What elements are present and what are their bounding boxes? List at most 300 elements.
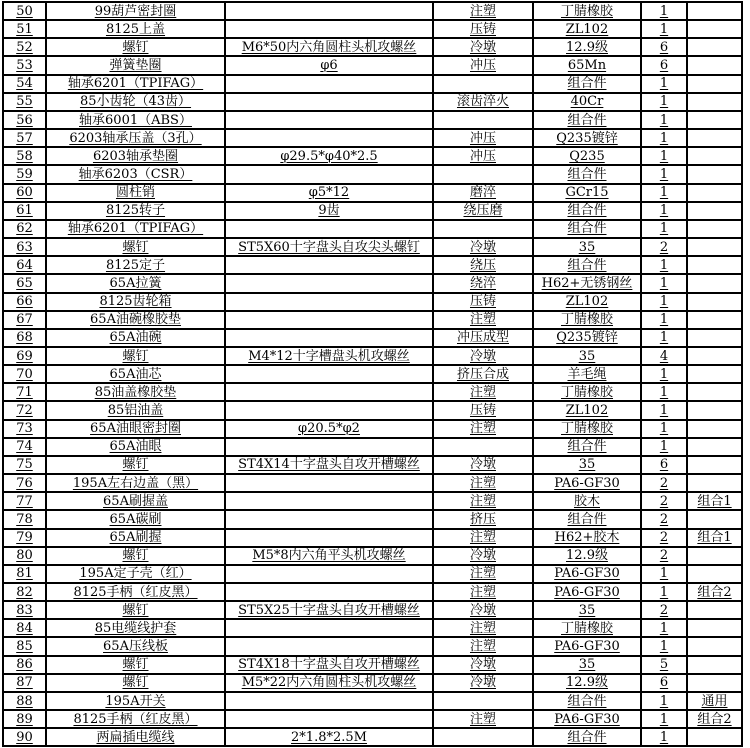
cell-text-name: 65A压线板 — [103, 639, 168, 655]
table-row — [4, 185, 743, 203]
cell-text-qty: 1 — [659, 76, 669, 92]
cell-text-process: 注塑 — [469, 566, 496, 582]
cell-material — [534, 39, 642, 57]
cell-material — [534, 439, 642, 457]
cell-note — [688, 203, 743, 221]
cell-text-material: 组合件 — [567, 76, 607, 92]
cell-text-no: 76 — [16, 475, 33, 491]
cell-no — [4, 530, 47, 548]
table-row — [4, 239, 743, 257]
cell-note — [688, 402, 743, 420]
cell-text-process: 注塑 — [469, 3, 496, 19]
cell-text-no: 78 — [16, 511, 33, 527]
table-row — [4, 530, 743, 548]
cell-no — [4, 221, 47, 239]
cell-text-qty: 5 — [659, 657, 669, 673]
cell-text-name: 螺钉 — [122, 548, 149, 564]
cell-name — [47, 711, 226, 729]
cell-text-process: 挤压 — [469, 511, 496, 527]
cell-qty — [642, 21, 688, 39]
cell-text-name: 螺钉 — [122, 675, 149, 691]
cell-text-name: 195A定子壳（红） — [79, 566, 192, 582]
table-row — [4, 221, 743, 239]
cell-text-name: 8125手柄（红皮黑） — [73, 711, 198, 727]
cell-text-material: 35 — [578, 657, 596, 673]
cell-text-name: 8125齿轮箱 — [99, 294, 172, 310]
cell-no — [4, 348, 47, 366]
cell-text-material: 35 — [578, 348, 596, 364]
cell-spec — [226, 657, 434, 675]
cell-process — [434, 584, 534, 602]
cell-spec — [226, 439, 434, 457]
cell-text-material: Q235镀锌 — [556, 330, 618, 346]
cell-spec — [226, 330, 434, 348]
cell-text-material: PA6-GF30 — [554, 639, 620, 655]
cell-text-name: 99葫芦密封圈 — [94, 3, 177, 19]
cell-text-name: 轴承6001（ABS） — [79, 112, 192, 128]
cell-name — [47, 548, 226, 566]
cell-text-no: 81 — [16, 566, 33, 582]
cell-name — [47, 294, 226, 312]
cell-text-process: 冷墩 — [469, 657, 496, 673]
table-row — [4, 275, 743, 293]
cell-text-name: 螺钉 — [122, 348, 149, 364]
cell-material — [534, 166, 642, 184]
cell-no — [4, 384, 47, 402]
cell-text-note: 组合1 — [697, 493, 732, 509]
cell-qty — [642, 729, 688, 747]
table-row — [4, 402, 743, 420]
cell-text-material: PA6-GF30 — [554, 584, 620, 600]
cell-material — [534, 384, 642, 402]
cell-text-no: 90 — [16, 729, 33, 745]
cell-text-material: ZL102 — [565, 403, 609, 419]
cell-text-no: 61 — [16, 203, 33, 219]
cell-text-material: 丁腈橡胶 — [560, 384, 613, 400]
cell-no — [4, 421, 47, 439]
cell-qty — [642, 384, 688, 402]
parts-table-body — [4, 3, 743, 747]
cell-material — [534, 148, 642, 166]
table-row — [4, 511, 743, 529]
cell-spec — [226, 421, 434, 439]
cell-name — [47, 566, 226, 584]
cell-text-process: 注塑 — [469, 312, 496, 328]
cell-text-material: 12.9级 — [566, 39, 608, 55]
cell-note — [688, 675, 743, 693]
cell-text-material: PA6-GF30 — [554, 475, 620, 491]
cell-text-qty: 1 — [659, 166, 669, 182]
cell-text-material: 组合件 — [567, 511, 607, 527]
cell-text-qty: 1 — [659, 21, 669, 37]
cell-text-name: 螺钉 — [122, 457, 149, 473]
cell-material — [534, 348, 642, 366]
cell-process — [434, 275, 534, 293]
cell-text-name: 85小齿轮（43齿） — [79, 94, 192, 110]
cell-no — [4, 511, 47, 529]
cell-text-qty: 1 — [659, 620, 669, 636]
cell-text-process: 注塑 — [469, 475, 496, 491]
cell-text-no: 77 — [16, 493, 33, 509]
cell-text-spec: ST5X60十字盘头自攻尖头螺钉 — [238, 239, 420, 255]
cell-qty — [642, 57, 688, 75]
cell-text-qty: 1 — [659, 185, 669, 201]
cell-qty — [642, 638, 688, 656]
cell-spec — [226, 185, 434, 203]
cell-process — [434, 76, 534, 94]
cell-name — [47, 475, 226, 493]
cell-qty — [642, 620, 688, 638]
cell-text-name: 65A刷握盖 — [103, 493, 168, 509]
cell-text-name: 螺钉 — [122, 239, 149, 255]
table-row — [4, 148, 743, 166]
cell-text-process: 绕压 — [469, 257, 496, 273]
cell-process — [434, 57, 534, 75]
cell-name — [47, 166, 226, 184]
cell-note — [688, 457, 743, 475]
cell-name — [47, 366, 226, 384]
cell-process — [434, 185, 534, 203]
cell-text-qty: 2 — [659, 239, 669, 255]
cell-note — [688, 530, 743, 548]
cell-name — [47, 57, 226, 75]
cell-material — [534, 203, 642, 221]
cell-material — [534, 402, 642, 420]
cell-text-material: 组合件 — [567, 221, 607, 237]
cell-name — [47, 203, 226, 221]
cell-text-no: 68 — [16, 330, 33, 346]
cell-text-qty: 1 — [659, 711, 669, 727]
cell-no — [4, 57, 47, 75]
cell-note — [688, 421, 743, 439]
cell-no — [4, 275, 47, 293]
cell-text-process: 冷墩 — [469, 457, 496, 473]
cell-name — [47, 221, 226, 239]
cell-material — [534, 112, 642, 130]
table-row — [4, 76, 743, 94]
cell-text-name: 65A油眼密封圈 — [90, 421, 181, 437]
cell-qty — [642, 421, 688, 439]
cell-spec — [226, 584, 434, 602]
cell-process — [434, 221, 534, 239]
cell-material — [534, 584, 642, 602]
cell-text-qty: 1 — [659, 130, 669, 146]
table-row — [4, 294, 743, 312]
cell-text-material: 丁腈橡胶 — [560, 3, 613, 19]
cell-material — [534, 511, 642, 529]
cell-spec — [226, 475, 434, 493]
cell-name — [47, 39, 226, 57]
cell-note — [688, 148, 743, 166]
table-row — [4, 130, 743, 148]
table-row — [4, 566, 743, 584]
cell-text-name: 195A左右边盖（黑） — [72, 475, 199, 491]
cell-spec — [226, 675, 434, 693]
cell-qty — [642, 493, 688, 511]
cell-qty — [642, 76, 688, 94]
cell-qty — [642, 330, 688, 348]
cell-material — [534, 457, 642, 475]
cell-no — [4, 76, 47, 94]
table-row — [4, 657, 743, 675]
cell-qty — [642, 39, 688, 57]
cell-text-qty: 1 — [659, 639, 669, 655]
cell-no — [4, 620, 47, 638]
cell-process — [434, 675, 534, 693]
cell-text-name: 轴承6203（CSR） — [78, 166, 193, 182]
cell-text-process: 冲压 — [469, 148, 496, 164]
cell-text-no: 64 — [16, 257, 33, 273]
cell-no — [4, 21, 47, 39]
cell-spec — [226, 693, 434, 711]
cell-note — [688, 166, 743, 184]
cell-spec — [226, 711, 434, 729]
cell-text-process: 注塑 — [469, 384, 496, 400]
table-row — [4, 439, 743, 457]
cell-text-material: 丁腈橡胶 — [560, 312, 613, 328]
cell-process — [434, 638, 534, 656]
cell-text-material: Q235 — [569, 148, 605, 164]
cell-note — [688, 566, 743, 584]
cell-material — [534, 366, 642, 384]
cell-process — [434, 620, 534, 638]
table-row — [4, 366, 743, 384]
cell-material — [534, 693, 642, 711]
cell-text-spec: M5*8内六角平头机攻螺丝 — [252, 548, 406, 564]
cell-text-spec: φ5*12 — [308, 185, 350, 201]
cell-note — [688, 729, 743, 747]
cell-no — [4, 493, 47, 511]
table-row — [4, 21, 743, 39]
cell-text-name: 195A开关 — [105, 693, 166, 709]
cell-text-name: 85电缆线护套 — [94, 620, 177, 636]
cell-spec — [226, 384, 434, 402]
cell-no — [4, 330, 47, 348]
cell-qty — [642, 275, 688, 293]
cell-material — [534, 620, 642, 638]
cell-text-qty: 1 — [659, 294, 669, 310]
cell-note — [688, 511, 743, 529]
cell-name — [47, 130, 226, 148]
cell-text-process: 冷墩 — [469, 602, 496, 618]
cell-no — [4, 657, 47, 675]
cell-name — [47, 530, 226, 548]
table-row — [4, 620, 743, 638]
cell-spec — [226, 493, 434, 511]
cell-text-name: 6203轴承压盖（3孔） — [69, 130, 202, 146]
cell-text-material: 组合件 — [567, 203, 607, 219]
cell-qty — [642, 294, 688, 312]
cell-material — [534, 130, 642, 148]
cell-spec — [226, 57, 434, 75]
cell-name — [47, 638, 226, 656]
cell-process — [434, 548, 534, 566]
cell-text-spec: M4*12十字槽盘头机攻螺丝 — [248, 348, 410, 364]
cell-material — [534, 312, 642, 330]
cell-spec — [226, 257, 434, 275]
cell-process — [434, 348, 534, 366]
cell-process — [434, 693, 534, 711]
cell-text-material: PA6-GF30 — [554, 566, 620, 582]
table-row — [4, 112, 743, 130]
cell-name — [47, 584, 226, 602]
table-row — [4, 166, 743, 184]
cell-text-no: 60 — [16, 185, 33, 201]
cell-text-qty: 2 — [659, 602, 669, 618]
cell-no — [4, 185, 47, 203]
cell-material — [534, 94, 642, 112]
cell-text-process: 滚齿淬火 — [456, 94, 509, 110]
cell-material — [534, 294, 642, 312]
cell-name — [47, 348, 226, 366]
cell-text-material: 12.9级 — [566, 675, 608, 691]
cell-text-qty: 6 — [659, 675, 669, 691]
cell-text-qty: 1 — [659, 403, 669, 419]
cell-spec — [226, 638, 434, 656]
cell-no — [4, 675, 47, 693]
cell-no — [4, 148, 47, 166]
cell-text-no: 83 — [16, 602, 33, 618]
cell-text-qty: 4 — [659, 348, 669, 364]
cell-material — [534, 475, 642, 493]
cell-spec — [226, 148, 434, 166]
cell-no — [4, 457, 47, 475]
cell-text-name: 65A油芯 — [109, 366, 162, 382]
cell-text-material: 35 — [578, 602, 596, 618]
table-row — [4, 330, 743, 348]
cell-text-no: 58 — [16, 148, 33, 164]
cell-name — [47, 312, 226, 330]
cell-text-name: 弹簧垫圈 — [109, 58, 162, 74]
cell-process — [434, 257, 534, 275]
cell-text-spec: φ6 — [320, 58, 338, 74]
cell-text-material: 组合件 — [567, 693, 607, 709]
cell-spec — [226, 548, 434, 566]
cell-spec — [226, 402, 434, 420]
cell-text-no: 74 — [16, 439, 33, 455]
cell-no — [4, 312, 47, 330]
table-row — [4, 493, 743, 511]
cell-qty — [642, 530, 688, 548]
cell-text-qty: 1 — [659, 112, 669, 128]
cell-spec — [226, 130, 434, 148]
cell-process — [434, 511, 534, 529]
cell-process — [434, 602, 534, 620]
cell-text-name: 轴承6201（TPIFAG） — [67, 221, 204, 237]
cell-text-name: 两扁插电缆线 — [96, 729, 175, 745]
cell-text-no: 66 — [16, 294, 33, 310]
cell-text-spec: φ29.5*φ40*2.5 — [280, 148, 378, 164]
cell-note — [688, 221, 743, 239]
cell-name — [47, 239, 226, 257]
cell-text-no: 73 — [16, 421, 33, 437]
cell-spec — [226, 239, 434, 257]
cell-text-name: 6203轴承垫圈 — [92, 148, 179, 164]
cell-note — [688, 39, 743, 57]
cell-spec — [226, 166, 434, 184]
cell-qty — [642, 475, 688, 493]
cell-spec — [226, 275, 434, 293]
cell-note — [688, 584, 743, 602]
cell-text-qty: 6 — [659, 58, 669, 74]
cell-material — [534, 57, 642, 75]
cell-text-spec: 2*1.8*2.5M — [291, 729, 367, 745]
cell-text-name: 65A油碗橡胶垫 — [90, 312, 181, 328]
cell-no — [4, 566, 47, 584]
cell-spec — [226, 312, 434, 330]
cell-material — [534, 548, 642, 566]
cell-note — [688, 312, 743, 330]
cell-no — [4, 166, 47, 184]
cell-process — [434, 530, 534, 548]
table-row — [4, 257, 743, 275]
cell-text-qty: 1 — [659, 257, 669, 273]
cell-no — [4, 257, 47, 275]
table-row — [4, 457, 743, 475]
table-row — [4, 693, 743, 711]
cell-text-qty: 1 — [659, 729, 669, 745]
cell-qty — [642, 511, 688, 529]
cell-note — [688, 294, 743, 312]
table-row — [4, 421, 743, 439]
cell-process — [434, 457, 534, 475]
cell-no — [4, 402, 47, 420]
cell-text-no: 51 — [16, 21, 33, 37]
cell-process — [434, 366, 534, 384]
cell-note — [688, 76, 743, 94]
cell-name — [47, 675, 226, 693]
cell-text-process: 注塑 — [469, 639, 496, 655]
cell-text-qty: 1 — [659, 275, 669, 291]
cell-qty — [642, 366, 688, 384]
cell-text-qty: 1 — [659, 439, 669, 455]
cell-no — [4, 239, 47, 257]
cell-process — [434, 729, 534, 747]
cell-material — [534, 221, 642, 239]
cell-text-material: 12.9级 — [566, 548, 608, 564]
cell-text-process: 冷墩 — [469, 548, 496, 564]
cell-note — [688, 602, 743, 620]
cell-name — [47, 729, 226, 747]
cell-text-process: 绕淬 — [469, 275, 496, 291]
cell-process — [434, 130, 534, 148]
table-row — [4, 203, 743, 221]
cell-text-no: 70 — [16, 366, 33, 382]
cell-text-qty: 1 — [659, 203, 669, 219]
cell-text-qty: 6 — [659, 457, 669, 473]
cell-note — [688, 439, 743, 457]
cell-text-process: 冷墩 — [469, 239, 496, 255]
cell-text-material: Q235镀锌 — [556, 130, 618, 146]
cell-no — [4, 548, 47, 566]
cell-spec — [226, 511, 434, 529]
cell-process — [434, 439, 534, 457]
cell-text-process: 注塑 — [469, 711, 496, 727]
cell-text-process: 注塑 — [469, 493, 496, 509]
cell-text-process: 磨淬 — [469, 185, 496, 201]
cell-qty — [642, 239, 688, 257]
cell-process — [434, 148, 534, 166]
cell-qty — [642, 94, 688, 112]
cell-qty — [642, 203, 688, 221]
cell-text-process: 冲压成型 — [456, 330, 509, 346]
cell-text-name: 螺钉 — [122, 657, 149, 673]
cell-note — [688, 475, 743, 493]
cell-text-material: 胶木 — [573, 493, 600, 509]
cell-text-process: 压铸 — [469, 294, 496, 310]
cell-text-name: 65A拉簧 — [109, 275, 162, 291]
cell-text-no: 52 — [16, 39, 33, 55]
